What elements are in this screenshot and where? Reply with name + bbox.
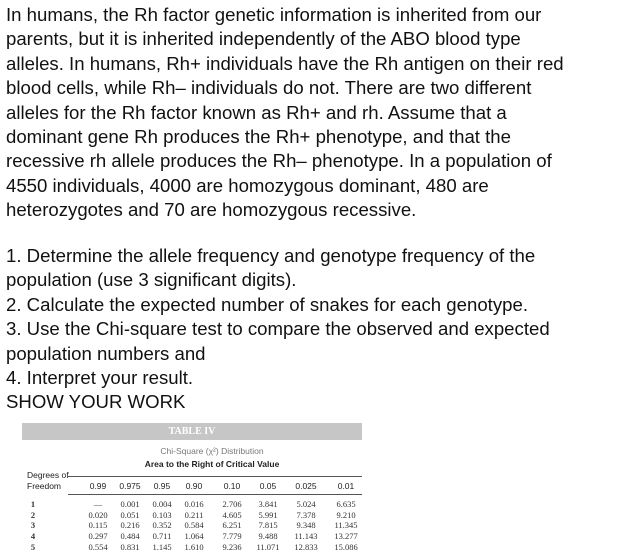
text-line: SHOW YOUR WORK	[6, 391, 186, 413]
value-cell: 0.352	[152, 520, 172, 531]
value-cell: 0.211	[184, 509, 204, 520]
value-cell: 9.210	[336, 509, 356, 520]
value-cell: 1.145	[152, 541, 172, 552]
value-cell: 5.024	[296, 499, 316, 509]
text-line: 1. Determine the allele frequency and genotype frequency of the	[6, 245, 536, 266]
text-line: population numbers and	[6, 342, 206, 364]
area-label: Area to the Right of Critical Value	[144, 459, 280, 469]
value-cell: 9.236	[222, 541, 242, 552]
df-cell: 3	[30, 520, 36, 531]
value-cell: 0.554	[88, 541, 108, 552]
value-cell: 5.991	[258, 509, 278, 520]
value-cell: 0.831	[120, 541, 140, 552]
table-row	[22, 499, 362, 510]
text-line: alleles for the Rh factor known as Rh+ and rh. Assume that a	[6, 101, 507, 123]
table-row	[22, 510, 362, 521]
value-cell: 0.711	[152, 531, 172, 542]
text-line: recessive rh allele produces the Rh– phenotype. In a population of	[6, 150, 552, 172]
value-cell: 11.345	[334, 520, 358, 531]
column-header: 0.05	[259, 481, 277, 491]
value-cell: 0.004	[152, 499, 172, 509]
value-cell: 0.103	[152, 509, 172, 520]
value-cell: 0.016	[184, 499, 204, 509]
column-header: 0.01	[337, 481, 355, 491]
value-cell: 13.277	[334, 531, 358, 542]
column-header: 0.10	[223, 481, 241, 491]
value-cell: 11.143	[294, 531, 318, 542]
table-row	[22, 520, 362, 531]
value-cell: 2.706	[222, 499, 242, 509]
dof-label: Degrees of	[27, 470, 69, 480]
value-cell: 1.610	[184, 541, 204, 552]
text-line: heterozygotes and 70 are homozygous recessive.	[6, 199, 417, 221]
value-cell: 0.001	[120, 499, 140, 509]
value-cell: 15.086	[334, 541, 358, 552]
table-body	[22, 499, 362, 552]
value-cell: 3.841	[258, 499, 278, 509]
column-header: 0.95	[153, 481, 171, 491]
value-cell: 7.779	[222, 531, 242, 542]
text-line: parents, but it is inherited independently of the ABO blood type	[6, 28, 521, 50]
table-row	[22, 542, 362, 553]
value-cell: 0.020	[88, 509, 108, 520]
value-cell: 9.488	[258, 531, 278, 542]
value-cell: 0.115	[88, 520, 108, 531]
text-line: dominant gene Rh produces the Rh+ phenotype, and that the	[6, 126, 511, 148]
table-subtitle: Chi-Square (χ²) Distribution	[160, 446, 264, 456]
chi-square-table	[22, 423, 362, 552]
value-cell: 6.251	[222, 520, 242, 531]
divider	[68, 494, 362, 495]
value-cell: 7.378	[296, 509, 316, 520]
value-cell: 6.635	[336, 499, 356, 509]
dof-label: Freedom	[27, 481, 62, 491]
value-cell: 11.071	[256, 541, 280, 552]
text-line: alleles. In humans, Rh+ individuals have the Rh antigen on their red	[6, 52, 564, 74]
problem-questions	[6, 244, 550, 415]
table-row	[22, 531, 362, 542]
value-cell: 0.584	[184, 520, 204, 531]
table-header	[22, 469, 362, 495]
text-line: 4550 individuals, 4000 are homozygous dominant, 480 are	[6, 174, 489, 196]
value-cell: 0.216	[120, 520, 140, 531]
value-cell: 0.484	[120, 531, 140, 542]
text-line: population (use 3 significant digits).	[6, 269, 297, 291]
column-header: 0.975	[119, 481, 141, 491]
value-cell: 12.833	[294, 541, 318, 552]
value-cell: 1.064	[184, 531, 204, 542]
value-cell: —	[93, 499, 103, 509]
value-cell: 7.815	[258, 520, 278, 531]
df-cell: 2	[30, 509, 36, 520]
text-line: 2. Calculate the expected number of snakes for each genotype.	[6, 293, 528, 315]
text-line: 4. Interpret your result.	[6, 367, 194, 389]
value-cell: 9.348	[296, 520, 316, 531]
column-header: 0.025	[295, 481, 317, 491]
df-cell: 4	[30, 531, 36, 542]
value-cell: 0.297	[88, 531, 108, 542]
df-cell: 5	[30, 541, 36, 552]
divider	[68, 476, 362, 477]
df-cell: 1	[30, 499, 36, 509]
text-line: In humans, the Rh factor genetic information is inherited from our	[6, 4, 542, 25]
column-header: 0.90	[185, 481, 203, 491]
text-line: 3. Use the Chi-square test to compare the observed and expected	[6, 318, 550, 340]
value-cell: 0.051	[120, 509, 140, 520]
column-header: 0.99	[89, 481, 107, 491]
text-line: blood cells, while Rh– individuals do not. There are two different	[6, 77, 532, 99]
problem-intro	[6, 3, 564, 223]
value-cell: 4.605	[222, 509, 242, 520]
table-title: TABLE IV	[22, 423, 362, 440]
